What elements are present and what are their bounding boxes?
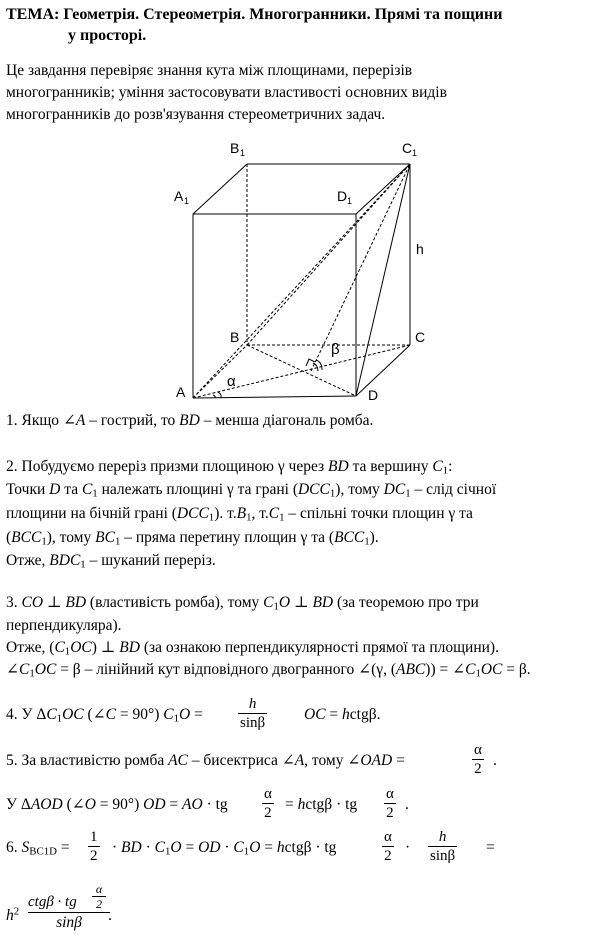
step-6-dot: · [405, 839, 411, 856]
label-c: C [415, 329, 426, 345]
label-b1-sub: 1 [240, 148, 246, 158]
page-title: ТЕМА: Геометрія. Стереометрія. Многогранники. Прямі та пощини [6, 6, 503, 23]
step-5b-end: . [405, 796, 409, 813]
final-dot: . [108, 907, 112, 924]
edge-d-c [356, 345, 410, 396]
intro-line: многогранників; уміння застосовувати властивості основних видів [6, 84, 447, 101]
hidden-b-c1 [247, 164, 410, 345]
step-6-equals: = [486, 839, 495, 856]
fraction-alpha-over-2: $\frac{\alpha}{2}$ [384, 829, 392, 864]
label-h: h [416, 241, 424, 257]
step-3-line-2: перпендикуляра). [6, 617, 122, 634]
alpha-arc [218, 392, 221, 398]
fraction-alpha-over-2: $\frac{\alpha}{2}$ [474, 742, 482, 777]
label-b1: B [230, 140, 240, 156]
fraction-alpha-over-2: $\frac{\alpha}{2}$ [386, 786, 394, 821]
hidden-b-d [247, 345, 356, 396]
final-h-squared: $h^2$ [6, 905, 20, 924]
label-a: A [176, 384, 186, 400]
intro-line: Це завдання перевіряє знання кута між площинами, перерізів [6, 62, 413, 79]
step-5b-rest: = hctgβ · tg [285, 796, 358, 813]
final-fraction [28, 882, 110, 933]
fraction-one-half: $\frac{1}{2}$ [90, 829, 98, 864]
step-6-rest: · BD · $C_1O$ = OD · $C_1O$ = hctgβ · tg [112, 839, 337, 858]
label-d1-sub: 1 [347, 196, 353, 206]
intro-line: многогранників до розв'язування стереометричних задач. [6, 106, 386, 123]
step-2-line-3: площини на бічній грані $(DCC_1)$. $т.B_1$, $т.C_1$ – спільні точки площин γ та [6, 505, 473, 524]
step-3-line-4: $\angle C_1OC = \beta$ – лінійний кут відповідного двогранного ∠(γ, $(ABC)) = \angle C_1OC = \beta$. [6, 661, 531, 680]
step-2-line-4: $(BCC_1)$, тому $BC_1$ – пряма перетину площин γ та $(BCC_1)$. [6, 529, 379, 548]
step-2-line-5: Отже, $BDC_1$ – шуканий переріз. [6, 552, 216, 571]
label-a1-sub: 1 [184, 196, 190, 206]
edge-a1-b1 [193, 164, 247, 214]
label-beta: β [331, 341, 340, 358]
fraction-alpha-over-2: $\frac{\alpha}{2}$ [264, 786, 272, 821]
step-3-line-1: 3. CO ⊥ BD (властивість ромба), тому $C_1O$ ⊥ BD (за теоремою про три [6, 594, 479, 613]
label-d: D [368, 387, 379, 403]
fraction-h-over-sin-beta: $\frac{h}{\sin\beta}$ [240, 696, 266, 731]
step-5b: У ΔAOD (∠O = 90°) OD = AO · tg [6, 796, 228, 813]
page-title-continuation: у просторі. [68, 27, 147, 44]
step-2-line-1: 2. Побудуємо переріз призми площиною γ через BD та вершину $C_1$: [6, 458, 453, 477]
label-b: B [230, 329, 240, 345]
final-denominator: sinβ [56, 914, 82, 931]
fraction-h-over-sin-beta: $\frac{h}{\sin\beta}$ [430, 829, 456, 864]
label-c1: C [402, 140, 413, 156]
label-d1: D [337, 188, 348, 204]
step-6: 6. $S_{BC1D}$ = [6, 839, 70, 858]
beta-arc [316, 360, 322, 370]
label-c1-sub: 1 [412, 148, 418, 158]
final-numerator: ctgβ · tg α 2 [28, 882, 110, 913]
step-4: 4. У $\Delta C_1OC$ (∠C = 90°) $C_1O$ = [6, 706, 203, 725]
step-5-end: . [493, 752, 497, 769]
hidden-o-c1 [311, 164, 410, 371]
label-a1: A [174, 188, 184, 204]
hidden-a-c1 [193, 164, 410, 398]
step-2-line-2: Точки D та $C_1$ належать площині γ та грані $(DCC_1)$, тому $DC_1$ – слід січної [6, 481, 497, 500]
step-5: 5. За властивістю ромба AC – бисектриса ∠A, тому ∠OAD = [6, 752, 405, 769]
edge-d-c1 [356, 164, 410, 396]
step-4-oc: OC = hctgβ. [304, 706, 381, 723]
hidden-a-b [193, 345, 247, 398]
intro-paragraph [6, 60, 447, 126]
prism-figure [0, 130, 600, 410]
edge-a-d [193, 396, 356, 398]
step-1: 1. Якщо ∠A – гострий, то BD – менша діагональ ромба. [6, 412, 374, 429]
edge-d1-c1 [356, 164, 410, 214]
label-alpha: α [227, 373, 236, 390]
step-3-line-3: Отже, $(C_1OC)$ ⊥ BD (за ознакою перпендикулярності прямої та площини). [6, 639, 499, 658]
